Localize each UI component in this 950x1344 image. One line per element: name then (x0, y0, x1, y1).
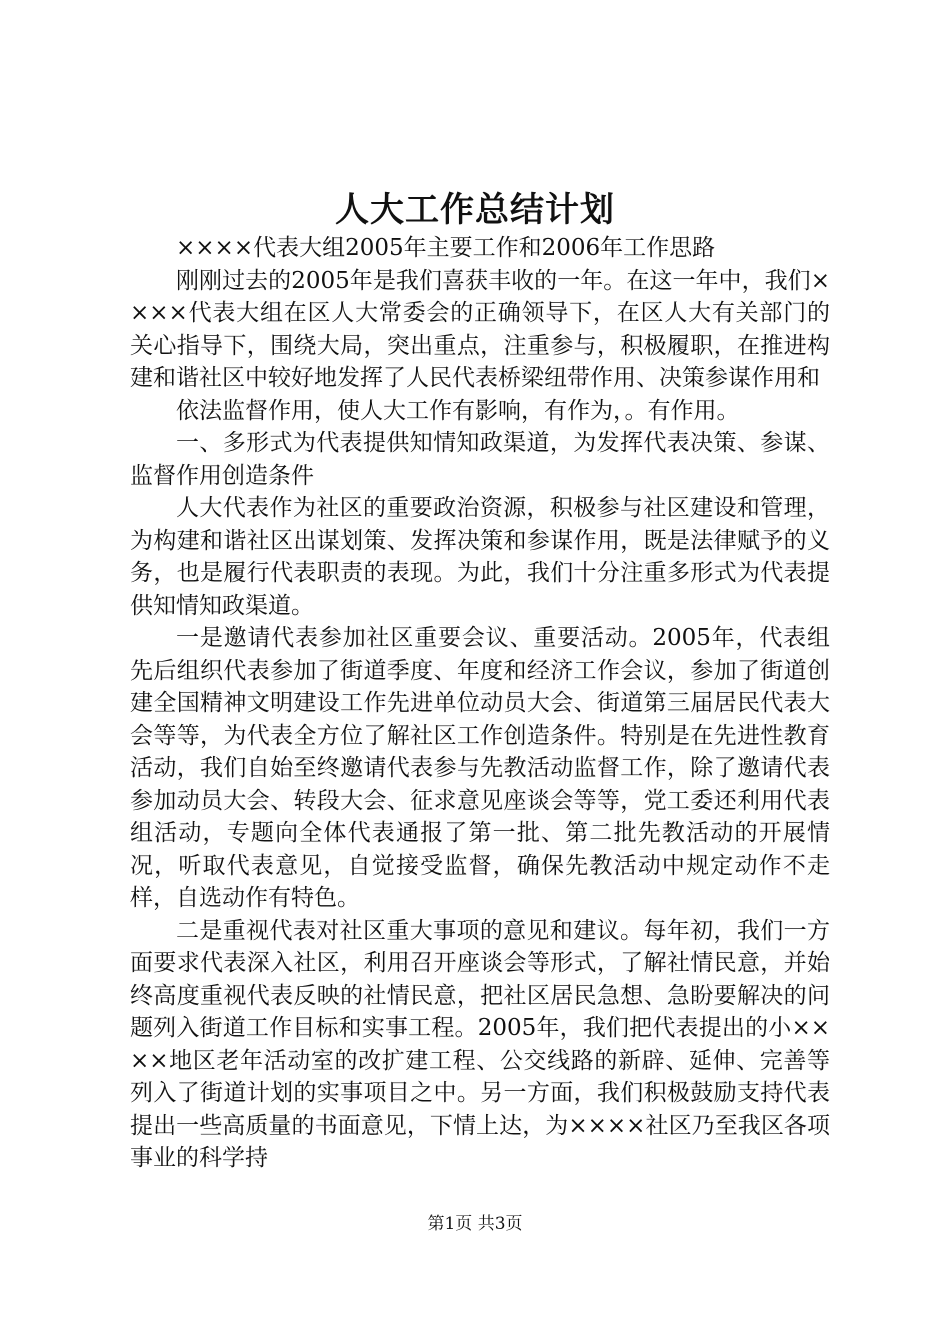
paragraph-point-one: 一是邀请代表参加社区重要会议、重要活动。2005年，代表组先后组织代表参加了街道季度、年度和经济工作会议，参加了街道创建全国精神文明建设工作先进单位动员大会、街道第三届居民代表大会等等，为代表全方位了解社区工作创造条件。特别是在先进性教育活动，我们自始至终邀请代表参与先教活动监督工作，除了邀请代表参加动员大会、转段大会、征求意见座谈会等等，党工委还利用代表组活动，专题向全体代表通报了第一批、第二批先教活动的开展情况，听取代表意见，自觉接受监督，确保先教活动中规定动作不走样，自选动作有特色。 (130, 625, 830, 911)
document-title: 人大工作总结计划 (335, 190, 615, 230)
section-heading-1: 一、多形式为代表提供知情知政渠道，为发挥代表决策、参谋、监督作用创造条件 (130, 430, 830, 489)
paragraph-point-two: 二是重视代表对社区重大事项的意见和建议。每年初，我们一方面要求代表深入社区，利用召开座谈会等形式，了解社情民意，并始终高度重视代表反映的社情民意，把社区居民急想、急盼要解决的问题列入街道工作目标和实事工程。2005年，我们把代表提出的小××××地区老年活动室的改扩建工程、公交线路的新辟、延伸、完善等列入了街道计划的实事项目之中。另一方面，我们积极鼓励支持代表提出一些高质量的书面意见，下情上达，为××××社区乃至我区各项事业的科学持 (130, 917, 830, 1171)
paragraph-subtitle: ××××代表大组2005年主要工作和2006年工作思路 (176, 235, 716, 261)
page-footer: 第1页 共3页 (427, 1214, 523, 1234)
paragraph-intro-continued: 依法监督作用，使人大工作有影响，有作为，。有作用。 (176, 397, 740, 424)
paragraph-representatives: 人大代表作为社区的重要政治资源，积极参与社区建设和管理，为构建和谐社区出谋划策、发挥决策和参谋作用，既是法律赋予的义务，也是履行代表职责的表现。为此，我们十分注重多形式为代表提供知情知政渠道。 (130, 495, 830, 619)
document-body (130, 232, 830, 1175)
paragraph-intro: 刚刚过去的2005年是我们喜获丰收的一年。在这一年中，我们××××代表大组在区人大常委会的正确领导下，在区人大有关部门的关心指导下，围绕大局，突出重点，注重参与，积极履职，在推进构建和谐社区中较好地发挥了人民代表桥梁纽带作用、决策参谋作用和 (130, 267, 830, 391)
